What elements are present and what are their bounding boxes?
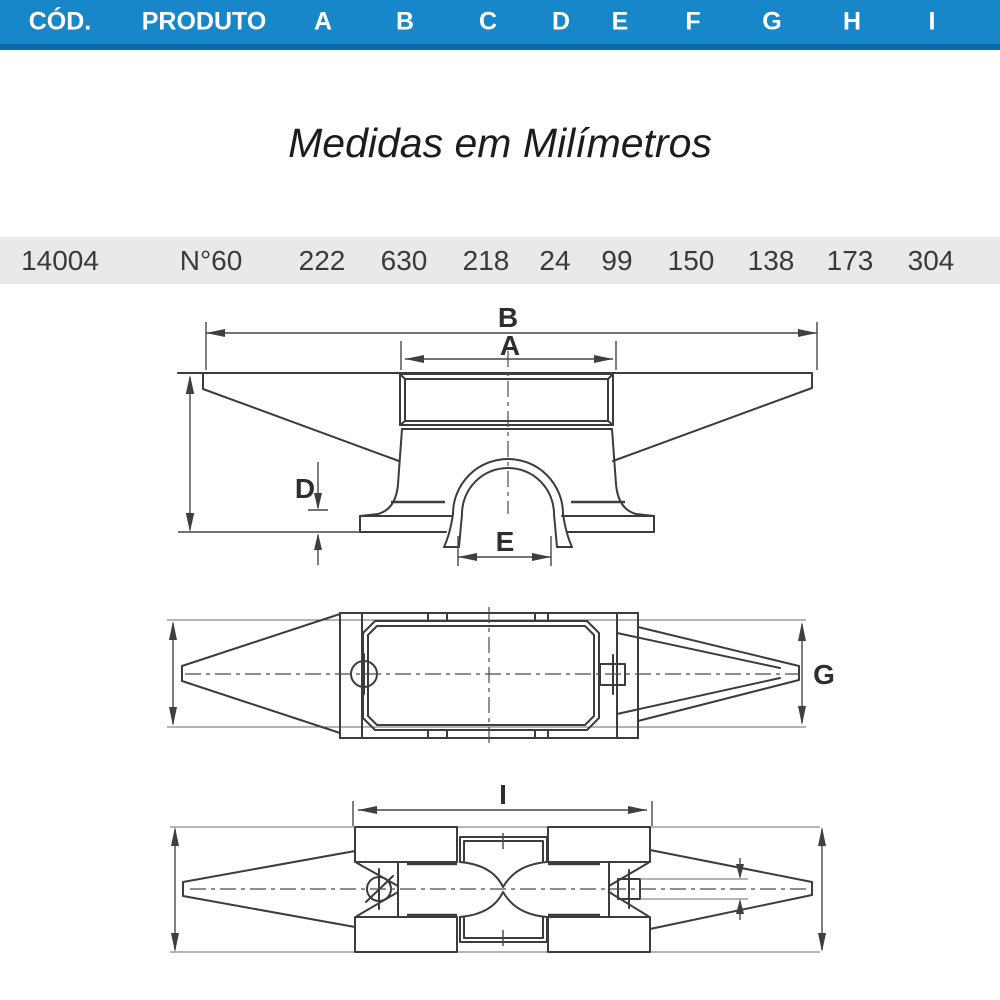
col-header-e: E (611, 7, 629, 36)
col-header-b: B (395, 7, 415, 36)
col-header-i: I (928, 7, 936, 36)
cell-c: 218 (462, 244, 510, 276)
col-header-a: A (313, 7, 333, 36)
cell-produto: N°60 (179, 244, 243, 276)
col-header-cod: CÓD. (28, 7, 92, 36)
bottom-view-drawing (170, 779, 826, 952)
cell-g: 138 (747, 244, 795, 276)
dimension-label-a: A (499, 330, 521, 361)
dimension-label-e: E (495, 526, 515, 557)
cell-f: 150 (667, 244, 715, 276)
cell-a: 222 (298, 244, 346, 276)
dimension-label-g: G (813, 659, 835, 690)
col-header-h: H (842, 7, 862, 36)
cell-cod: 14004 (21, 244, 99, 276)
top-view-drawing (167, 607, 835, 744)
col-header-f: F (685, 7, 701, 36)
dimension-label-d: D (294, 473, 316, 504)
cell-b: 630 (380, 244, 428, 276)
col-header-d: D (551, 7, 571, 36)
dimension-label-i: I (499, 779, 507, 810)
col-header-g: G (762, 7, 782, 36)
col-header-c: C (478, 7, 498, 36)
page-title: Medidas em Milímetros (288, 120, 712, 166)
cell-h: 173 (826, 244, 874, 276)
cell-e: 99 (601, 244, 633, 276)
cell-d: 24 (539, 244, 571, 276)
cell-i: 304 (907, 244, 955, 276)
col-header-produto: PRODUTO (141, 7, 267, 36)
dimension-label-b: B (497, 302, 519, 333)
front-view-drawing (178, 302, 817, 566)
